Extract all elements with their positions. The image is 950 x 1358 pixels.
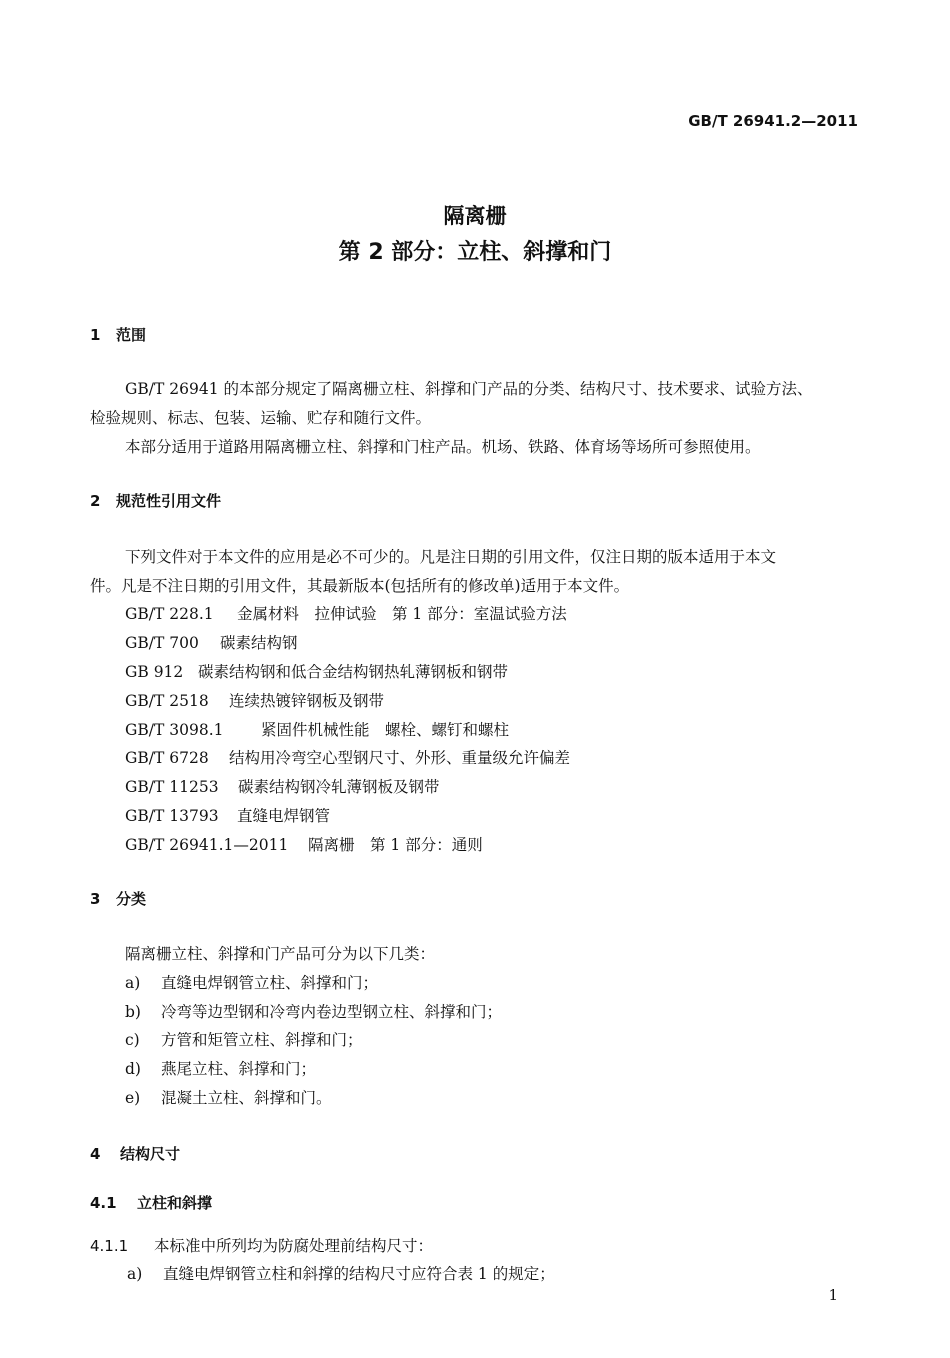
page-number: 1: [828, 1286, 838, 1304]
list-marker: d): [125, 1060, 141, 1078]
reference-code: GB/T 2518: [125, 692, 209, 710]
list-item: [127, 1262, 555, 1284]
reference-title: 碳素结构钢和低合金结构钢热轧薄钢板和钢带: [198, 663, 509, 681]
list-marker: a): [127, 1265, 143, 1283]
reference-item: [125, 602, 567, 624]
reference-code: GB/T 6728: [125, 749, 209, 767]
reference-title: 结构用冷弯空心型钢尺寸、外形、重量级允许偏差: [229, 749, 571, 767]
scope-applicability-paragraph: 本部分适用于道路用隔离栅立柱、斜撑和门柱产品。机场、铁路、体育场等场所可参照使用。: [125, 438, 761, 456]
reference-item: [125, 660, 508, 682]
section-number: 4: [90, 1145, 101, 1163]
reference-title: 紧固件机械性能 螺栓、螺钉和螺柱: [261, 721, 510, 739]
reference-item: [125, 833, 483, 855]
section-title: 分类: [116, 890, 147, 908]
reference-title: 金属材料 拉伸试验 第 1 部分：室温试验方法: [237, 605, 567, 623]
section-number: 1: [90, 326, 101, 344]
reference-item: [125, 804, 330, 826]
reference-item: [125, 689, 384, 711]
reference-item: [125, 775, 440, 797]
list-marker: a): [125, 974, 141, 992]
scope-paragraph-line: GB/T 26941 的本部分规定了隔离栅立柱、斜撑和门产品的分类、结构尺寸、技术要求、试验方法、: [125, 380, 813, 398]
subsection-number: 4.1: [90, 1194, 117, 1212]
section-title: 范围: [116, 326, 147, 344]
list-item: [125, 971, 378, 993]
section-number: 2: [90, 492, 101, 510]
references-intro-line: 件。凡是不注日期的引用文件，其最新版本(包括所有的修改单)适用于本文件。: [90, 577, 630, 595]
reference-item: [125, 746, 570, 768]
list-item: [125, 1086, 332, 1108]
references-intro-line: 下列文件对于本文件的应用是必不可少的。凡是注日期的引用文件，仅注日期的版本适用于本文: [125, 548, 777, 566]
list-item: [125, 1000, 502, 1022]
document-subtitle: 第 2 部分：立柱、斜撑和门: [338, 240, 612, 265]
list-item: [125, 1057, 316, 1079]
reference-code: GB/T 26941.1—2011: [125, 836, 289, 854]
reference-code: GB/T 700: [125, 634, 199, 652]
reference-title: 隔离栅 第 1 部分：通则: [308, 836, 483, 854]
standard-code: GB/T 26941.2—2011: [688, 112, 858, 130]
list-marker: e): [125, 1089, 141, 1107]
section-title: 结构尺寸: [120, 1145, 181, 1163]
section-number: 3: [90, 890, 101, 908]
reference-item: [125, 718, 509, 740]
list-text: 直缝电焊钢管立柱、斜撑和门；: [161, 974, 379, 992]
reference-title: 连续热镀锌钢板及钢带: [229, 692, 385, 710]
reference-code: GB/T 13793: [125, 807, 219, 825]
reference-code: GB/T 11253: [125, 778, 219, 796]
list-text: 冷弯等边型钢和冷弯内卷边型钢立柱、斜撑和门；: [161, 1003, 503, 1021]
list-text: 方管和矩管立柱、斜撑和门；: [161, 1031, 363, 1049]
scope-paragraph-line: 检验规则、标志、包装、运输、贮存和随行文件。: [90, 409, 432, 427]
section-1-heading: [90, 324, 146, 345]
list-text: 燕尾立柱、斜撑和门；: [161, 1060, 317, 1078]
reference-title: 直缝电焊钢管: [237, 807, 331, 825]
subsection-4-1-heading: [90, 1192, 212, 1213]
reference-title: 碳素结构钢冷轧薄钢板及钢带: [238, 778, 440, 796]
reference-code: GB/T 228.1: [125, 605, 214, 623]
list-marker: c): [125, 1031, 140, 1049]
list-marker: b): [125, 1003, 141, 1021]
list-item: [125, 1028, 363, 1050]
section-3-heading: [90, 888, 146, 909]
list-text: 直缝电焊钢管立柱和斜撑的结构尺寸应符合表 1 的规定；: [163, 1265, 555, 1283]
classification-intro: 隔离栅立柱、斜撑和门产品可分为以下几类：: [125, 945, 436, 963]
section-title: 规范性引用文件: [116, 492, 222, 510]
subsection-title: 立柱和斜撑: [137, 1194, 213, 1212]
clause-number: 4.1.1: [90, 1237, 129, 1255]
reference-title: 碳素结构钢: [220, 634, 298, 652]
reference-code: GB 912: [125, 663, 184, 681]
reference-code: GB/T 3098.1: [125, 721, 224, 739]
section-2-heading: [90, 490, 221, 511]
clause-text: 本标准中所列均为防腐处理前结构尺寸：: [154, 1237, 434, 1255]
list-text: 混凝土立柱、斜撑和门。: [161, 1089, 332, 1107]
document-title: 隔离栅: [443, 204, 507, 228]
section-4-heading: [90, 1143, 180, 1164]
clause-4-1-1: [90, 1234, 433, 1256]
reference-item: [125, 631, 298, 653]
